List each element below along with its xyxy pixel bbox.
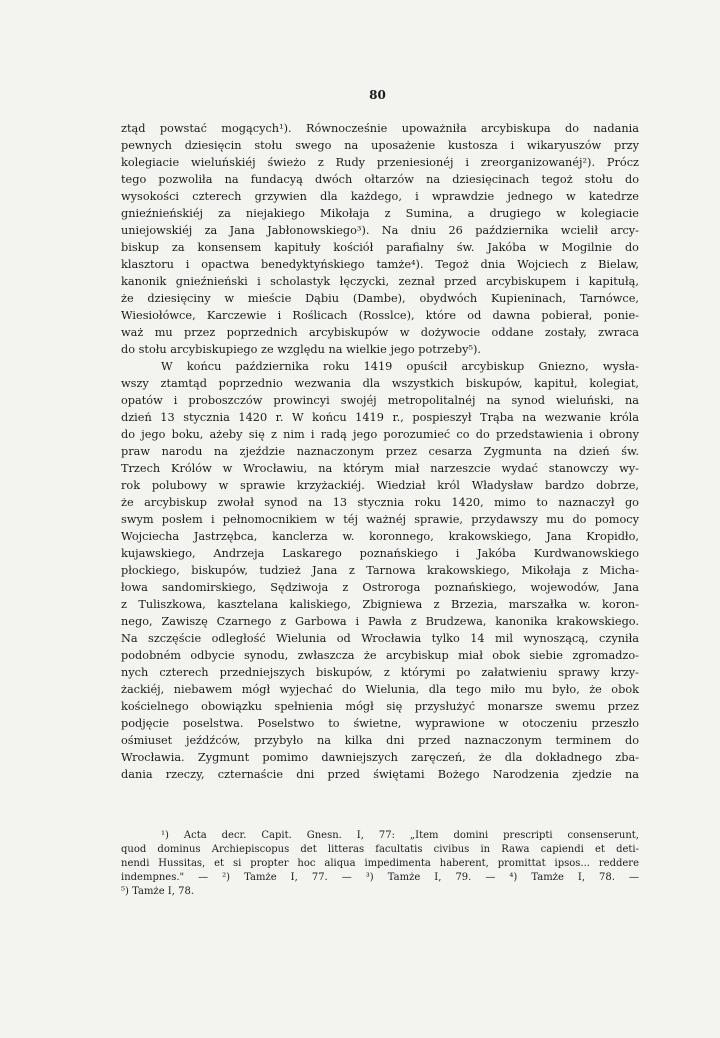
footnote-line: nendi Hussitas, et si propter hoc aliqua impedimenta haberent, promittat ipsos... reddere [121, 858, 639, 869]
text-line: biskup za konsensem kapituły kościół parafialny św. Jakóba w Mogilnie do [121, 241, 639, 254]
text-line: podobném odbycie synodu, zwłaszcza że arcybiskup miał obok siebie zgromadzo- [121, 649, 639, 662]
text-line: kościelnego obowiązku spełnienia mógł się przysłużyć monarsze swemu przez [121, 700, 639, 713]
paragraph-1 [121, 120, 639, 358]
text-line: opatów i proboszczów prowincyi swojéj metropolitalnéj na synod wieluński, na [121, 394, 639, 407]
text-line: wysokości czterech grzywien dla każdego, i wprawdzie jednego w katedrze [121, 190, 639, 203]
text-line: Wrocławia. Zygmunt pomimo dawniejszych zaręczeń, że dla dokładnego zba- [121, 751, 639, 764]
text-line: wszy ztamtąd poprzednio wezwania dla wszystkich biskupów, kapituł, kolegiat, [121, 377, 639, 390]
text-line: waż mu przez poprzednich arcybiskupów w dożywocie oddane zostały, zwraca [121, 326, 639, 339]
footnote-line: ¹) Acta decr. Capit. Gnesn. I, 77: „Item domini prescripti consenserunt, [161, 830, 639, 841]
footnote-line: quod dominus Archiepiscopus det litteras facultatis civibus in Rawa capiendi et deti- [121, 844, 639, 855]
text-line: płockiego, biskupów, tudzież Jana z Tarnowa krakowskiego, Mikołaja z Micha- [121, 564, 639, 577]
text-line: rok polubowy w sprawie krzyżackiéj. Wiedział król Władysław bardzo dobrze, [121, 479, 639, 492]
text-line: dzień 13 stycznia 1420 r. W końcu 1419 r., pospieszył Trąba na wezwanie króla [121, 411, 639, 424]
paragraph-2 [121, 358, 639, 783]
text-line: ztąd powstać mogących¹). Równocześnie upoważniła arcybiskupa do nadania [121, 122, 639, 135]
text-line: kujawskiego, Andrzeja Laskarego poznańskiego i Jakóba Kurdwanowskiego [121, 547, 639, 560]
page-number: 80 [369, 88, 386, 102]
text-line: pewnych dziesięcin stołu swego na uposażenie kustosza i wikaryuszów przy [121, 139, 639, 152]
text-line: uniejowskiéj za Jana Jabłonowskiego³). Na dniu 26 października wcielił arcy- [121, 224, 639, 237]
text-line: z Tuliszkowa, kasztelana kaliskiego, Zbigniewa z Brzezia, marszałka w. koron- [121, 598, 639, 611]
text-line: Wojciecha Jastrzębca, kanclerza w. koronnego, krakowskiego, Jana Kropidło, [121, 530, 639, 543]
text-line: że dziesięciny w mieście Dąbiu (Dambe), obydwóch Kupieninach, Tarnówce, [121, 292, 639, 305]
text-line: Na szczęście odległość Wielunia od Wrocławia tylko 14 mil wynoszącą, czyniła [121, 632, 639, 645]
footnote-line: ⁵) Tamże I, 78. [121, 886, 195, 897]
text-line: nego, Zawiszę Czarnego z Garbowa i Pawła z Brudzewa, kanonika krakowskiego. [121, 615, 639, 628]
text-line: swym posłem i pełnomocnikiem w téj ważnéj sprawie, przydawszy mu do pomocy [121, 513, 639, 526]
body-text [121, 120, 639, 783]
text-line: dania rzeczy, czternaście dni przed świętami Bożego Narodzenia zjedzie na [121, 768, 639, 781]
text-line: praw narodu na zjeździe naznaczonym przez cesarza Zygmunta na dzień św. [121, 445, 639, 458]
text-line: do jego boku, ażeby się z nim i radą jego porozumieć co do przedstawienia i obrony [121, 428, 639, 441]
text-line: że arcybiskup zwołał synod na 13 stycznia roku 1420, mimo to naznaczył go [121, 496, 639, 509]
text-line: kanonik gnieźnieński i scholastyk łęczycki, zeznał przed arcybiskupem i kapitułą, [121, 275, 639, 288]
text-line: nych czterech przedniejszych biskupów, z którymi po załatwieniu sprawy krzy- [121, 666, 639, 679]
text-line: gnieźnieńskiéj za niejakiego Mikołaja z Sumina, a drugiego w kolegiacie [121, 207, 639, 220]
footnote-line: indempnes." — ²) Tamże I, 77. — ³) Tamże I, 79. — ⁴) Tamże I, 78. — [121, 872, 639, 883]
text-line: klasztoru i opactwa benedyktyńskiego tamże⁴). Tegoż dnia Wojciech z Bielaw, [121, 258, 639, 271]
text-line: żackiéj, niebawem mógł wyjechać do Wielunia, dla tego miło mu było, że obok [121, 683, 639, 696]
text-line: Trzech Królów w Wrocławiu, na którym miał narzeszcie wydać stanowczy wy- [121, 462, 639, 475]
text-line: podjęcie poselstwa. Poselstwo to świetne, wyprawione w otoczeniu przeszło [121, 717, 639, 730]
text-line: W końcu października roku 1419 opuścił arcybiskup Gniezno, wysła- [161, 360, 639, 373]
text-line: do stołu arcybiskupiego ze względu na wielkie jego potrzeby⁵). [121, 343, 482, 356]
text-line: Wiesiołówce, Karczewie i Rośliсach (Rosslce), które od dawna pobierał, ponie- [121, 309, 639, 322]
text-line: kolegiacie wieluńskiéj świeżo z Rudy przeniesionéj i zreorganizowanéj²). Prócz [121, 156, 639, 169]
text-line: tego pozwoliła na fundacyą dwóch ołtarzów na dziesięcinach tegoż stołu do [121, 173, 639, 186]
text-line: łowa sandomirskiego, Sędziwoja z Ostroroga poznańskiego, wojewodów, Jana [121, 581, 639, 594]
text-line: ośmiuset jeźdźców, przybyło na kilka dni przed naznaczonym terminem do [121, 734, 639, 747]
footnotes [121, 829, 639, 899]
